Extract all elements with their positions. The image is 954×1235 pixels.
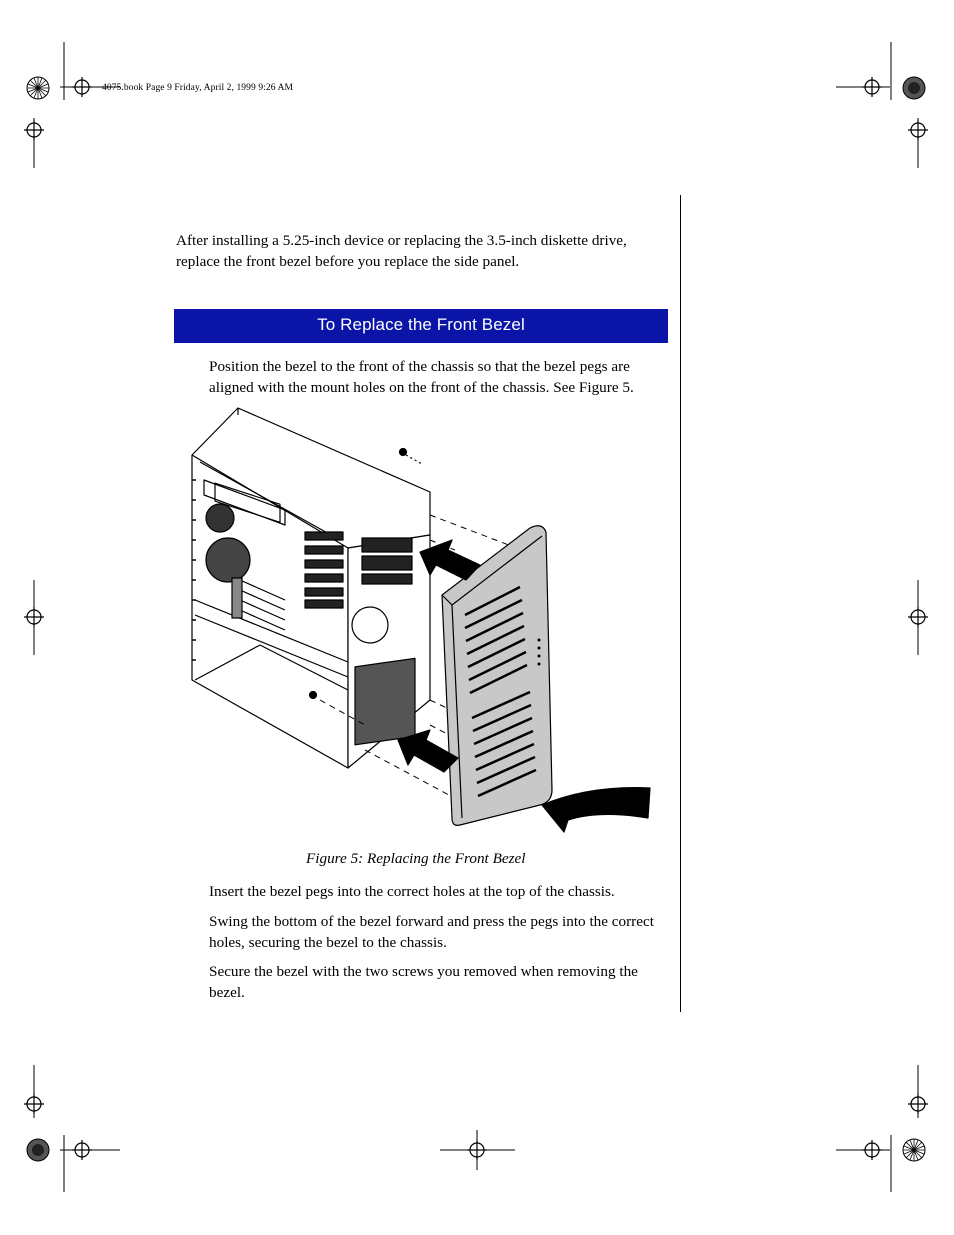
step-paragraph: Insert the bezel pegs into the correct holes at the top of the chassis. [209,883,615,900]
starburst-icon [27,77,49,99]
registration-target-icon [908,120,928,140]
registration-target-icon [908,1094,928,1114]
screw-icon [400,449,423,465]
starburst-icon [903,77,925,99]
section-heading: To Replace the Front Bezel [174,309,668,343]
registration-target-icon [862,77,882,97]
print-stamp: 4075.book Page 9 Friday, April 2, 1999 9:26 AM [102,83,294,93]
registration-target-icon [24,120,44,140]
registration-target-icon [467,1140,487,1160]
registration-target-icon [862,1140,882,1160]
screw-icon [310,692,317,699]
registration-target-icon [24,1094,44,1114]
figure-caption: Figure 5: Replacing the Front Bezel [306,850,526,867]
step-paragraph: Secure the bezel with the two screws you removed when removing the bezel. [209,963,638,1001]
bezel-replacement-figure [190,400,660,840]
chassis-illustration [192,408,430,768]
registration-target-icon [72,1140,92,1160]
registration-target-icon [72,77,92,97]
registration-target-icon [24,607,44,627]
step-paragraph: Swing the bottom of the bezel forward and press the pegs into the correct holes, securing the bezel to the chassis. [209,913,654,951]
starburst-icon [903,1139,925,1161]
registration-target-icon [908,607,928,627]
step-paragraph: Position the bezel to the front of the chassis so that the bezel pegs are aligned with the mount holes on the front of the chassis. See Figure 5. [209,358,634,396]
margin-rule [680,195,681,1012]
starburst-icon [27,1139,49,1161]
intro-paragraph: After installing a 5.25-inch device or replacing the 3.5-inch diskette drive, replace the front bezel before you replace the side panel. [176,232,627,270]
